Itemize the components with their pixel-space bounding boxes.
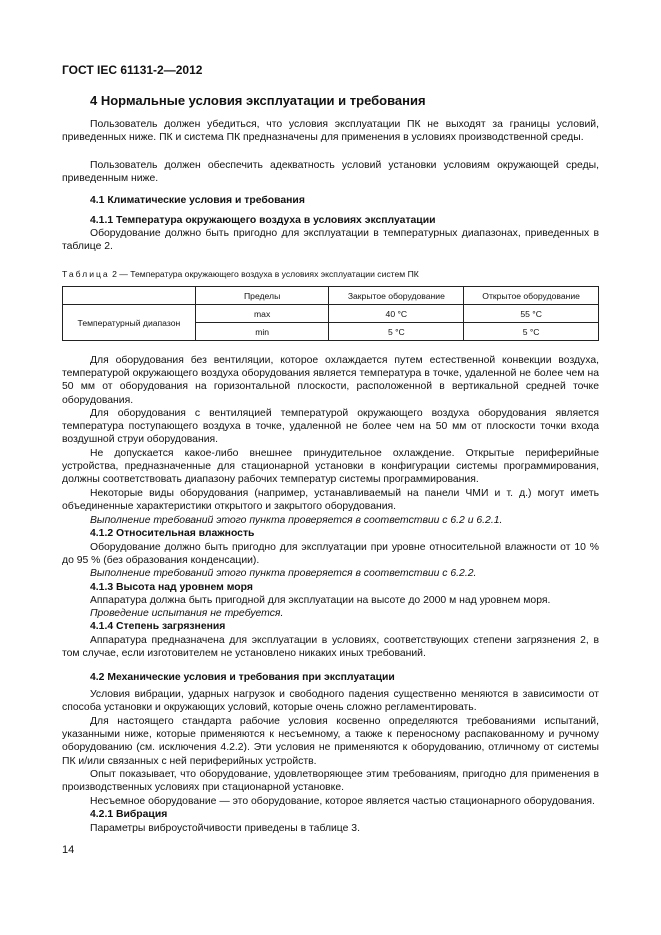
paragraph: Оборудование должно быть пригодно для эксплуатации в температурных диапазонах, приведенных в таблице 2. bbox=[62, 228, 599, 253]
paragraph: Аппаратура должна быть пригодной для эксплуатации на высоте до 2000 м над уровнем моря. bbox=[90, 595, 551, 606]
paragraph: Некоторые виды оборудования (например, устанавливаемый на панели ЧМИ и т. д.) могут иметь объединенные характеристики открытого и закрытого оборудования. bbox=[62, 488, 599, 513]
table-row bbox=[63, 305, 599, 323]
section-4-1-title: 4.1 Климатические условия и требования bbox=[90, 195, 305, 206]
section-4-1-2-title: 4.1.2 Относительная влажность bbox=[90, 528, 255, 539]
paragraph-note: Проведение испытания не требуется. bbox=[90, 608, 284, 619]
paragraph: Пользователь должен обеспечить адекватность условий установки условиям окружающей среды, приведенным ниже. bbox=[62, 160, 599, 185]
paragraph: Пользователь должен убедиться, что условия эксплуатации ПК не выходят за границы условий, приведенных ниже. ПК и система ПК предназначены для применения в условиях производственной среды. bbox=[62, 119, 599, 144]
paragraph: Для оборудования с вентиляцией температурой окружающего воздуха оборудования является температура поступающего воздуха в точке, удаленной не более чем на 50 мм от плоскости точки входа воздушной струи оборудования. bbox=[62, 408, 599, 446]
section-4-2-1-title: 4.2.1 Вибрация bbox=[90, 809, 168, 820]
table-cell: 55 °С bbox=[464, 305, 599, 323]
page-number: 14 bbox=[62, 844, 75, 856]
paragraph: Опыт показывает, что оборудование, удовлетворяющее этим требованиям, пригодно для применения в производственных условиях при стационарной установке. bbox=[62, 769, 599, 794]
paragraph-note: Выполнение требований этого пункта проверяется в соответствии с 6.2.2. bbox=[90, 568, 477, 579]
paragraph: Несъемное оборудование — это оборудование, которое является частью стационарного оборудования. bbox=[90, 796, 595, 807]
section-4-1-1-title: 4.1.1 Температура окружающего воздуха в условиях эксплуатации bbox=[90, 215, 436, 226]
paragraph: Условия вибрации, ударных нагрузок и свободного падения существенно меняются в зависимости от способа установки и окружающих условий, которые очень сложно регламентировать. bbox=[62, 689, 599, 714]
table-header-cell: Открытое оборудование bbox=[464, 287, 599, 305]
table-header-cell: Закрытое оборудование bbox=[329, 287, 464, 305]
paragraph: Не допускается какое-либо внешнее принудительное охлаждение. Открытые периферийные устройства, предназначенные для стационарной установки в конфигурации системы программирования, должны соответствовать диапазону рабочих температур системы программирования. bbox=[62, 448, 599, 486]
table-header-cell bbox=[63, 287, 196, 305]
table-cell: min bbox=[195, 323, 329, 341]
table-caption-text: 2 — Температура окружающего воздуха в условиях эксплуатации систем ПК bbox=[112, 269, 419, 279]
table-header-cell: Пределы bbox=[195, 287, 329, 305]
table-2-caption bbox=[62, 269, 419, 279]
section-4-1-4-title: 4.1.4 Степень загрязнения bbox=[90, 621, 226, 632]
paragraph: Оборудование должно быть пригодно для эксплуатации при уровне относительной влажности от 10 % до 95 % (без образования конденсации). bbox=[62, 542, 599, 567]
section-4-1-3-title: 4.1.3 Высота над уровнем моря bbox=[90, 582, 253, 593]
document-header: ГОСТ IEC 61131-2—2012 bbox=[62, 63, 203, 77]
table-cell: 40 °С bbox=[329, 305, 464, 323]
paragraph-note: Выполнение требований этого пункта проверяется в соответствии с 6.2 и 6.2.1. bbox=[90, 515, 503, 526]
paragraph: Для настоящего стандарта рабочие условия косвенно определяются требованиями испытаний, указанными ниже, которые применяются к несъемному, а также к переносному распакованному и ручному оборудованию (см. исключения 4.2.2). Эти условия не применяются к оборудованию, отличному от системы ПК и/или связанных с ней периферийных устройств. bbox=[62, 716, 599, 767]
table-cell: 5 °С bbox=[464, 323, 599, 341]
table-2 bbox=[62, 286, 599, 341]
paragraph: Для оборудования без вентиляции, которое охлаждается путем естественной конвекции воздуха, температурой окружающего воздуха оборудования является температура в точке, удаленной не более чем на 50 мм от оборудования на горизонтальной плоскости, расположенной в вертикальной средней точке оборудования. bbox=[62, 355, 599, 406]
section-4-2-title: 4.2 Механические условия и требования при эксплуатации bbox=[90, 672, 395, 683]
table-row-label: Температурный диапазон bbox=[63, 305, 196, 341]
table-caption-label: Таблица bbox=[62, 269, 110, 279]
table-header-row bbox=[63, 287, 599, 305]
paragraph: Параметры виброустойчивости приведены в таблице 3. bbox=[90, 823, 360, 834]
section-4-title: 4 Нормальные условия эксплуатации и требования bbox=[90, 93, 426, 108]
table-cell: max bbox=[195, 305, 329, 323]
table-cell: 5 °С bbox=[329, 323, 464, 341]
paragraph: Аппаратура предназначена для эксплуатации в условиях, соответствующих степени загрязнения 2, в том случае, если изготовителем не установлено никаких иных требований. bbox=[62, 635, 599, 660]
